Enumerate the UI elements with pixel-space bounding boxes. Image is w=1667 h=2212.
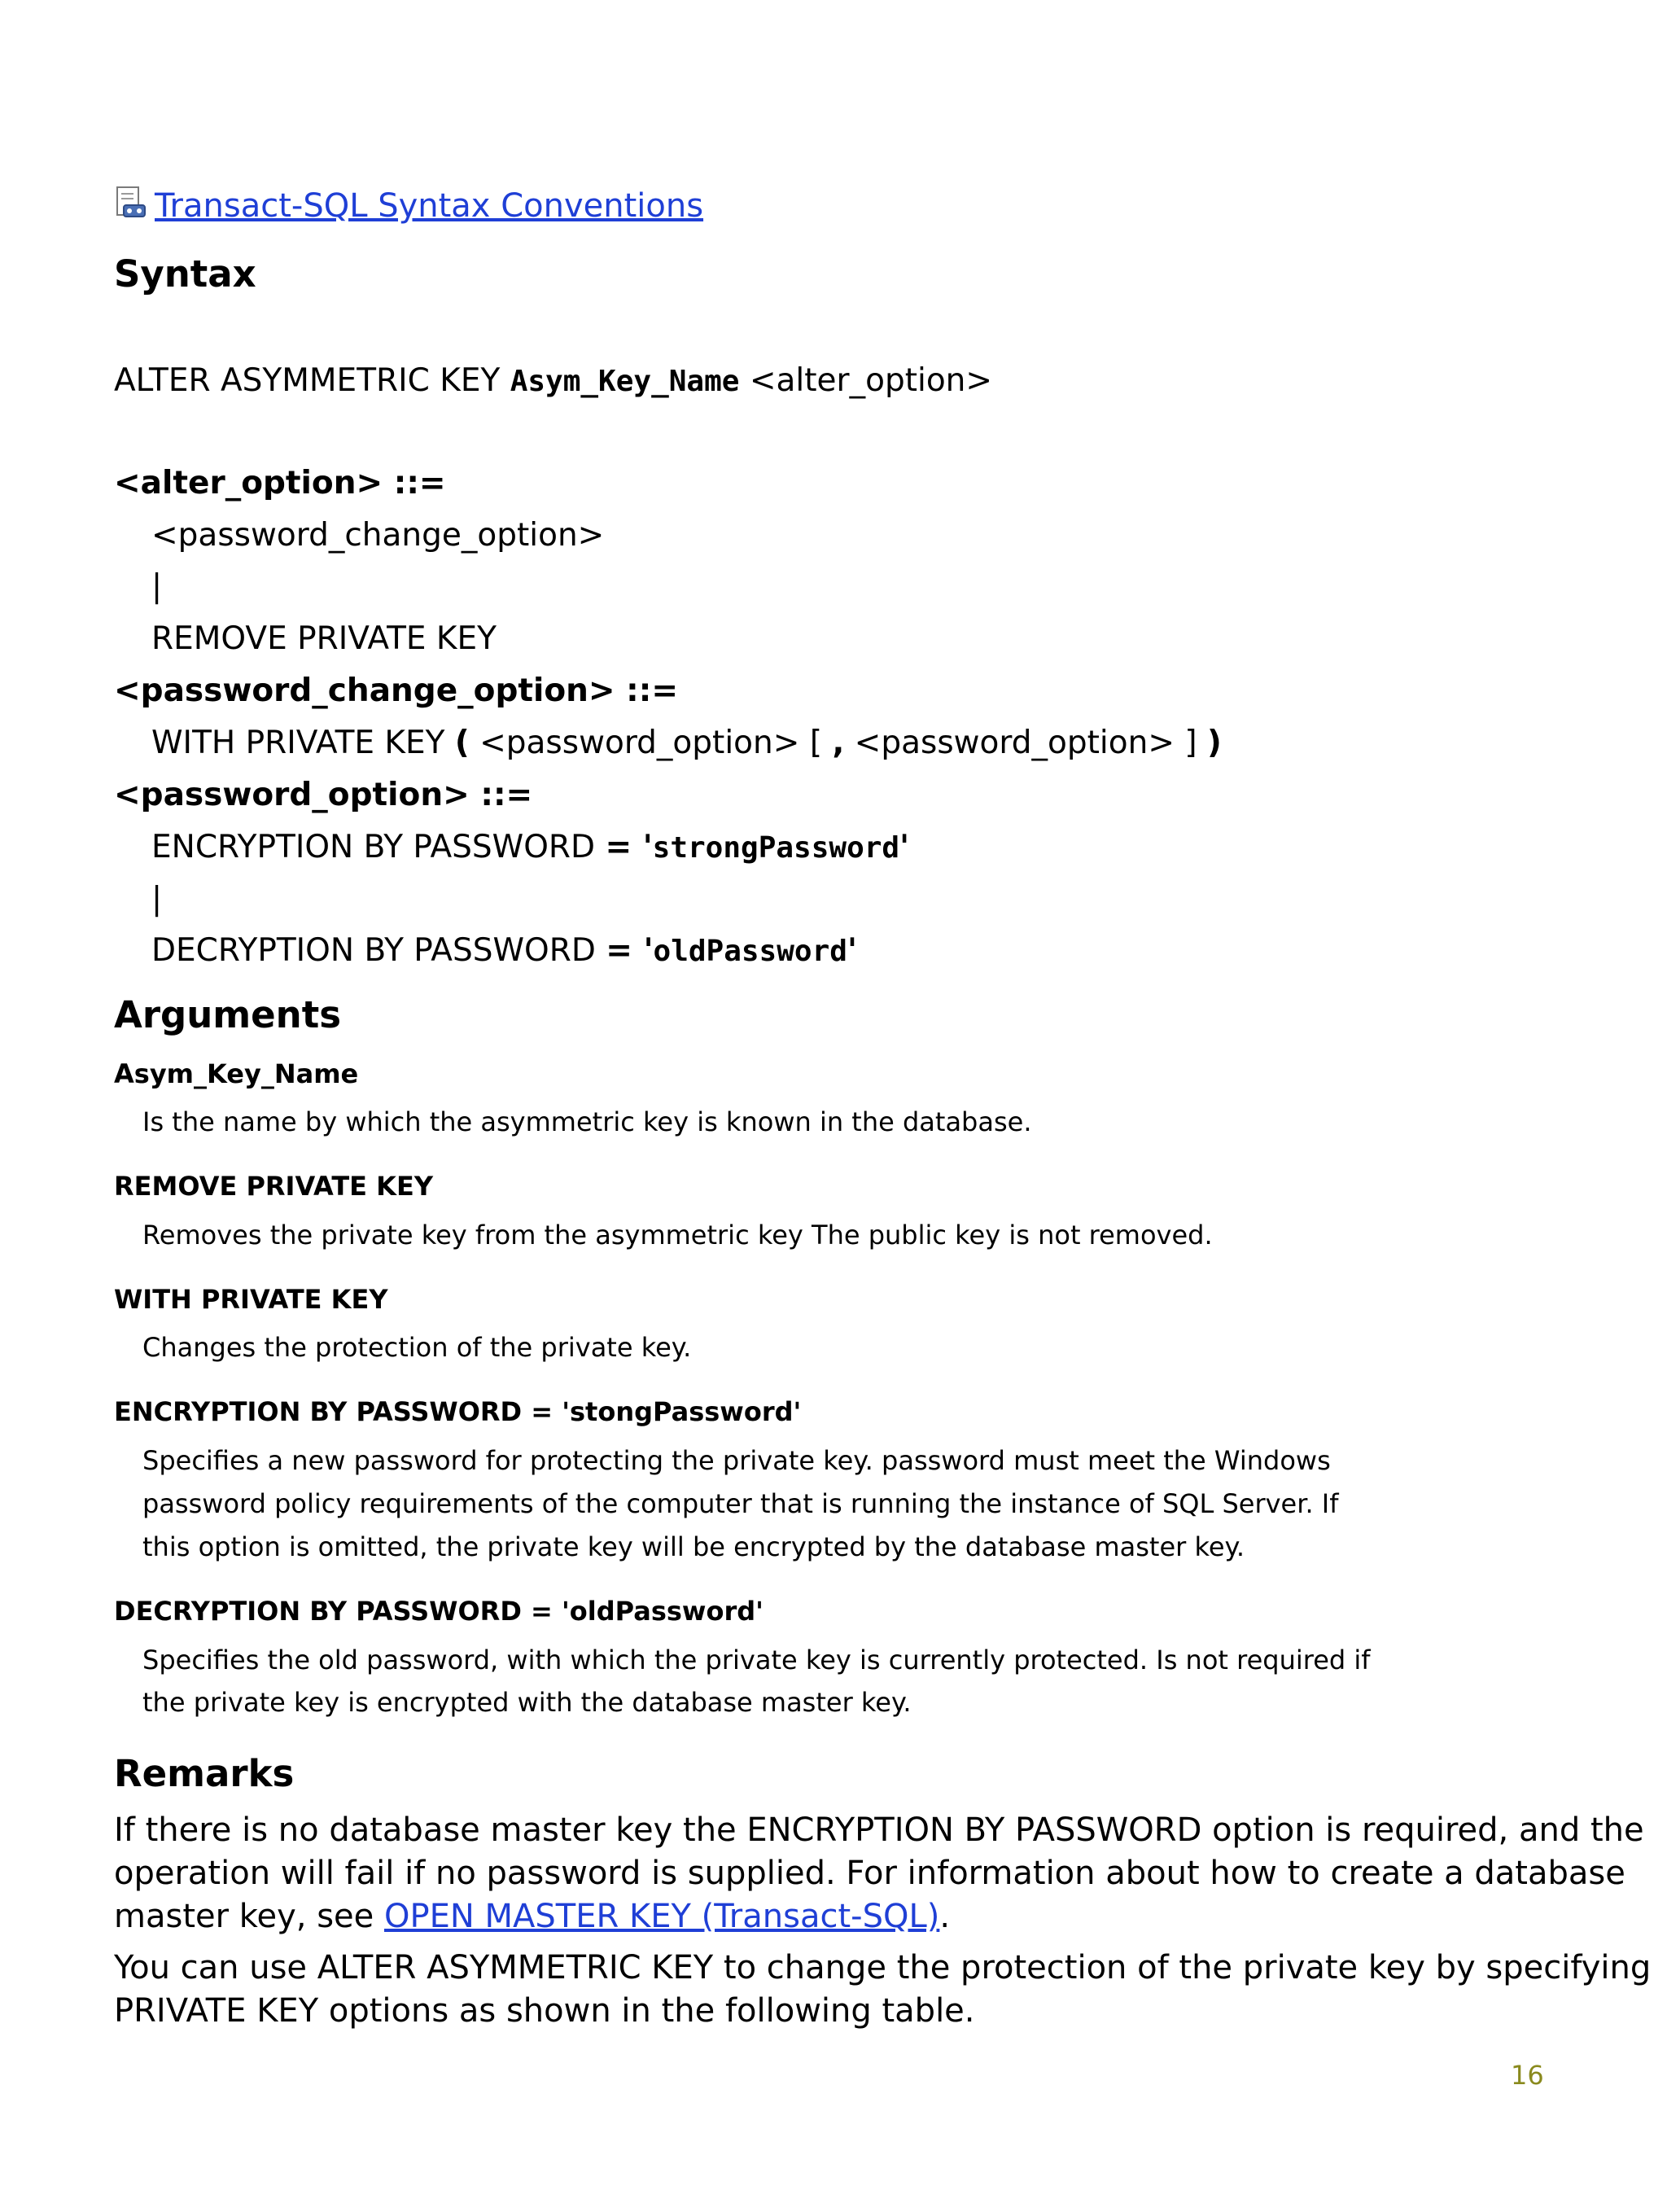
- page-number: 16: [1511, 2060, 1544, 2091]
- open-paren: (: [454, 725, 470, 761]
- argument-name: WITH PRIVATE KEY: [114, 1284, 388, 1315]
- argument-name: REMOVE PRIVATE KEY: [114, 1171, 433, 1202]
- syntax-conventions-row: [112, 186, 703, 225]
- encryption-quote-close: ': [899, 829, 910, 865]
- remarks-paragraph-line: You can use ALTER ASYMMETRIC KEY to change the protection of the private key by specifying: [114, 1949, 1652, 1986]
- remarks-paragraph-line: If there is no database master key the ENCRYPTION BY PASSWORD option is required, and the: [114, 1811, 1644, 1849]
- pipe-separator-2: |: [151, 881, 163, 918]
- encryption-quote-open: ': [642, 829, 653, 865]
- syntax-conventions-link[interactable]: Transact-SQL Syntax Conventions: [155, 187, 704, 225]
- encryption-equals: =: [605, 829, 643, 865]
- with-private-key-line: [151, 725, 1222, 761]
- argument-description: the private key is encrypted with the database master key.: [142, 1687, 912, 1718]
- old-password-token: oldPassword: [653, 935, 847, 968]
- argument-name: DECRYPTION BY PASSWORD = 'oldPassword': [114, 1596, 763, 1627]
- remove-private-key-option: REMOVE PRIVATE KEY: [151, 620, 497, 657]
- decryption-equals: =: [606, 932, 644, 969]
- remarks-heading: Remarks: [114, 1752, 295, 1795]
- pipe-separator: |: [151, 568, 163, 605]
- asym-key-name-token: Asym_Key_Name: [510, 365, 740, 398]
- argument-description: Specifies the old password, with which the private key is currently protected. Is not required if: [142, 1645, 1371, 1675]
- password-change-option-definition: <password_change_option> ::=: [114, 672, 679, 709]
- password-change-option-ref: <password_change_option>: [151, 517, 605, 554]
- decryption-by-password-line: [151, 932, 857, 969]
- statement-suffix: <alter_option>: [739, 362, 993, 399]
- remarks-link-suffix: .: [939, 1898, 951, 1935]
- strong-password-token: strongPassword: [652, 831, 900, 865]
- encryption-prefix: ENCRYPTION BY PASSWORD: [151, 829, 606, 865]
- argument-description: password policy requirements of the computer that is running the instance of SQL Server. If: [142, 1488, 1339, 1519]
- comma: ,: [832, 725, 845, 761]
- encryption-by-password-line: [151, 829, 909, 865]
- alter-statement: [114, 362, 992, 399]
- decryption-prefix: DECRYPTION BY PASSWORD: [151, 932, 606, 969]
- alter-option-definition: <alter_option> ::=: [114, 465, 446, 502]
- argument-name: ENCRYPTION BY PASSWORD = 'stongPassword': [114, 1396, 802, 1427]
- remarks-link-prefix: master key, see: [114, 1898, 384, 1935]
- argument-name: Asym_Key_Name: [114, 1058, 359, 1089]
- with-private-key-prefix: WITH PRIVATE KEY: [151, 725, 455, 761]
- remarks-paragraph-line: [114, 1895, 950, 1938]
- with-private-key-end: <password_option> ]: [844, 725, 1208, 761]
- remarks-paragraph-line: operation will fail if no password is supplied. For information about how to create a database: [114, 1855, 1625, 1892]
- password-option-definition: <password_option> ::=: [114, 777, 533, 813]
- arguments-heading: Arguments: [114, 993, 342, 1036]
- document-link-icon: [112, 186, 148, 221]
- decryption-quote-close: ': [847, 932, 857, 969]
- statement-prefix: ALTER ASYMMETRIC KEY: [114, 362, 510, 399]
- close-paren: ): [1207, 725, 1222, 761]
- argument-description: Removes the private key from the asymmetric key The public key is not removed.: [142, 1220, 1213, 1251]
- argument-description: Changes the protection of the private key.: [142, 1332, 692, 1363]
- argument-description: Is the name by which the asymmetric key is known in the database.: [142, 1106, 1032, 1137]
- argument-description: Specifies a new password for protecting the private key. password must meet the Windows: [142, 1445, 1331, 1476]
- remarks-paragraph-line: PRIVATE KEY options as shown in the following table.: [114, 1992, 975, 2030]
- syntax-heading: Syntax: [114, 252, 256, 296]
- open-master-key-link[interactable]: OPEN MASTER KEY (Transact-SQL): [384, 1898, 940, 1935]
- with-private-key-middle: <password_option> [: [469, 725, 833, 761]
- argument-description: this option is omitted, the private key will be encrypted by the database master key.: [142, 1531, 1245, 1562]
- decryption-quote-open: ': [643, 932, 654, 969]
